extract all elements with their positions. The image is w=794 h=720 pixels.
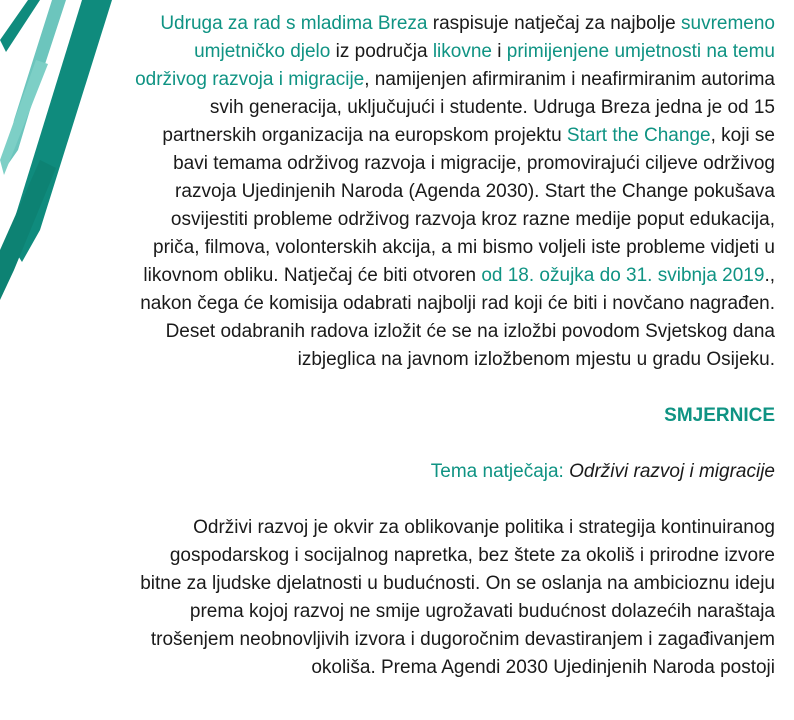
brush-stroke-dark [0, 0, 40, 52]
topic-label: Tema natječaja: [430, 461, 570, 482]
section-heading: SMJERNICE [664, 405, 775, 426]
art-category-fine: likovne [432, 41, 492, 62]
art-category-applied: primijenjene umjetnosti na temu održivog razvoja i migracije [135, 41, 775, 90]
brush-stroke-decoration [0, 0, 130, 310]
artwork-type: suvremeno umjetničko djelo [194, 13, 775, 62]
intro-paragraph: Udruga za rad s mladima Breza raspisuje natječaj za najbolje suvremeno umjetničko djelo iz područja likovne i primijenjene umjetnosti na temu održivog razvoja i migracije, namijenjen afirmiranim i neafirmiranim autorima svih generacija, uključujući i studente. Udruga Breza jedna je od 15 partnerskih organizacija na europskom projektu Start the Change, koji se bavi temama održivog razvoja i migracije, promovirajući ciljeve održivog razvoja Ujedinjenih Naroda (Agenda 2030). Start the Change pokušava osvijestiti probleme održivog razvoja kroz razne medije poput edukacija, priča, filmova, volonterskih akcija, a mi bismo voljeli iste probleme vidjeti u likovnom obliku. Natječaj će biti otvoren od 18. ožujka do 31. svibnja 2019., nakon čega će komisija odabrati najbolji rad koji će biti i novčano nagrađen. Deset odabranih radova izložit će se na izložbi povodom Svjetskog dana izbjeglica na javnom izložbenom mjestu u gradu Osijeku. [135, 13, 775, 370]
topic-value: Održivi razvoj i migracije [569, 461, 775, 482]
document-page [128, 10, 775, 682]
topic-line [128, 458, 775, 486]
body-paragraph: Održivi razvoj je okvir za oblikovanje politika i strategija kontinuiranog gospodarskog i socijalnog napretka, bez štete za okoliš i prirodne izvore bitne za ljudske djelatnosti u budućnosti. On se oslanja na ambicioznu ideju prema kojoj razvoj ne smije ugrožavati budućnost dolazećih naraštaja trošenjem neobnovljivih izvora i dugoročnim devastiranjem i zagađivanjem okoliša. Prema Agendi 2030 Ujedinjenih Naroda postoji [140, 517, 775, 678]
competition-dates: od 18. ožujka do 31. svibnja 2019 [481, 265, 765, 286]
organization-name: Udruga za rad s mladima Breza [160, 13, 428, 34]
project-name: Start the Change [566, 125, 711, 146]
